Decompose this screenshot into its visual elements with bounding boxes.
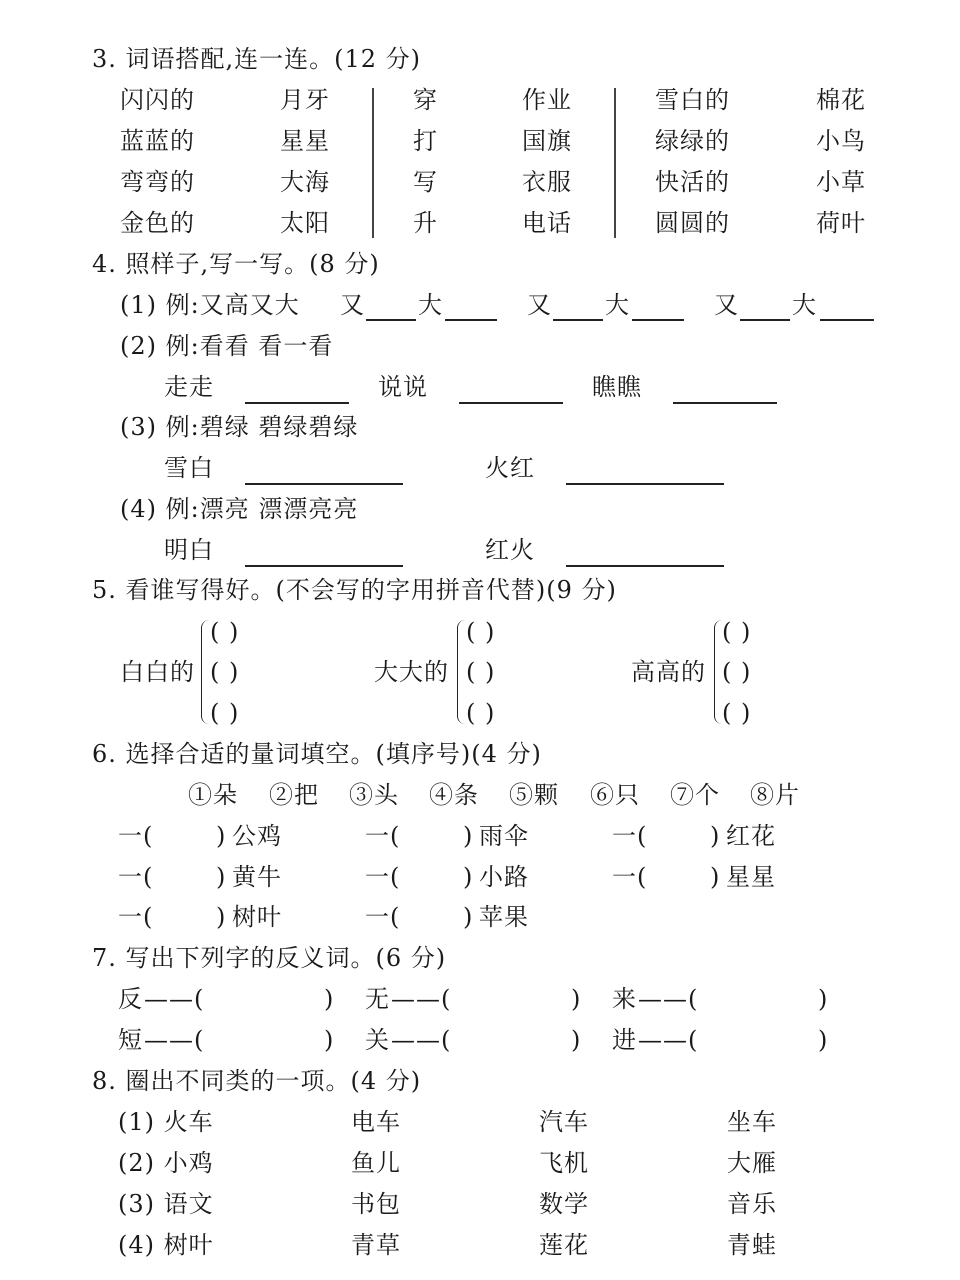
q4-p1-blank[interactable] xyxy=(553,319,603,321)
q6-option: ⑦个 xyxy=(670,781,720,809)
q7-close: ) xyxy=(571,985,582,1013)
q6-option: ⑧片 xyxy=(750,781,800,809)
q3-left-item[interactable]: 雪白的 xyxy=(655,86,730,114)
q7-char: 短 xyxy=(118,1026,143,1054)
q4-p1-char: 大 xyxy=(792,291,817,319)
q6-prefix: 一( xyxy=(118,822,154,850)
q6-prefix: 一( xyxy=(612,822,648,850)
q5-word: 高高的 xyxy=(631,658,706,686)
q7-dash: ——( xyxy=(391,985,452,1013)
q4-p1-label: (1) 例:又高又大 xyxy=(120,291,300,319)
q4-p4-word: 红火 xyxy=(485,536,535,564)
q5-paren[interactable]: ( ) xyxy=(210,658,240,686)
q5-paren[interactable]: ( ) xyxy=(466,699,496,727)
q6-prefix: 一( xyxy=(365,903,401,931)
q5-word: 大大的 xyxy=(374,658,449,686)
q3-left-item[interactable]: 写 xyxy=(413,168,438,196)
q7-char: 进 xyxy=(612,1026,637,1054)
q5-paren[interactable]: ( ) xyxy=(722,618,752,646)
q7-close: ) xyxy=(324,1026,335,1054)
q3-left-item[interactable]: 绿绿的 xyxy=(655,127,730,155)
q6-prefix: 一( xyxy=(118,903,154,931)
q8-item[interactable]: (3) 语文 xyxy=(118,1190,214,1218)
q6-noun: 红花 xyxy=(726,822,776,850)
q4-p1-char: 又 xyxy=(340,291,365,319)
q7-char: 无 xyxy=(365,985,390,1013)
q4-p3-word: 火红 xyxy=(485,454,535,482)
q4-p1-char: 又 xyxy=(714,291,739,319)
q7-dash: ——( xyxy=(391,1026,452,1054)
q5-paren[interactable]: ( ) xyxy=(210,618,240,646)
q8-item[interactable]: 汽车 xyxy=(539,1108,589,1136)
q3-right-item[interactable]: 小鸟 xyxy=(816,127,866,155)
q4-p2-blank[interactable] xyxy=(459,402,563,404)
q6-noun: 雨伞 xyxy=(479,822,529,850)
q7-dash: ——( xyxy=(638,1026,699,1054)
q8-item[interactable]: 青草 xyxy=(351,1231,401,1259)
q7-dash: ——( xyxy=(144,1026,205,1054)
q3-right-item[interactable]: 国旗 xyxy=(522,127,572,155)
q7-close: ) xyxy=(324,985,335,1013)
q3-right-item[interactable]: 棉花 xyxy=(816,86,866,114)
q4-p1-blank[interactable] xyxy=(740,319,790,321)
q3-right-item[interactable]: 星星 xyxy=(280,127,330,155)
q4-p2-word: 走走 xyxy=(164,373,214,401)
q4-p1-blank[interactable] xyxy=(820,319,874,321)
q8-item[interactable]: 数学 xyxy=(539,1190,589,1218)
q3-right-item[interactable]: 小草 xyxy=(816,168,866,196)
q6-option: ①朵 xyxy=(188,781,238,809)
q8-item[interactable]: (2) 小鸡 xyxy=(118,1149,214,1177)
q6-suffix: ) xyxy=(710,822,721,850)
q4-p1-blank[interactable] xyxy=(632,319,684,321)
q4-p2-word: 瞧瞧 xyxy=(592,373,642,401)
q8-item[interactable]: 坐车 xyxy=(727,1108,777,1136)
q6-prefix: 一( xyxy=(612,863,648,891)
q6-option: ⑥只 xyxy=(590,781,640,809)
q8-item[interactable]: (4) 树叶 xyxy=(118,1231,214,1259)
q6-suffix: ) xyxy=(710,863,721,891)
q4-p4-word: 明白 xyxy=(164,536,214,564)
q7-title: 7. 写出下列字的反义词。(6 分) xyxy=(92,944,447,972)
divider xyxy=(372,88,374,238)
q6-suffix: ) xyxy=(463,822,474,850)
q6-option: ②把 xyxy=(269,781,319,809)
q4-p1-blank[interactable] xyxy=(445,319,497,321)
q6-suffix: ) xyxy=(463,903,474,931)
q8-title: 8. 圈出不同类的一项。(4 分) xyxy=(92,1067,422,1095)
q6-suffix: ) xyxy=(463,863,474,891)
divider xyxy=(614,88,616,238)
q3-left-item[interactable]: 弯弯的 xyxy=(120,168,195,196)
q5-paren[interactable]: ( ) xyxy=(466,658,496,686)
q7-char: 来 xyxy=(612,985,637,1013)
q4-p2-blank[interactable] xyxy=(245,402,349,404)
q6-suffix: ) xyxy=(216,863,227,891)
q6-title: 6. 选择合适的量词填空。(填序号)(4 分) xyxy=(92,740,542,768)
q8-item[interactable]: 鱼儿 xyxy=(351,1149,401,1177)
q7-close: ) xyxy=(818,985,829,1013)
q7-dash: ——( xyxy=(638,985,699,1013)
q4-p3-word: 雪白 xyxy=(164,454,214,482)
q4-p1-char: 大 xyxy=(605,291,630,319)
q3-left-item[interactable]: 闪闪的 xyxy=(120,86,195,114)
q8-item[interactable]: 飞机 xyxy=(539,1149,589,1177)
q6-prefix: 一( xyxy=(365,822,401,850)
q5-paren[interactable]: ( ) xyxy=(210,699,240,727)
q6-prefix: 一( xyxy=(118,863,154,891)
q3-left-item[interactable]: 圆圆的 xyxy=(655,209,730,237)
q4-p1-char: 大 xyxy=(418,291,443,319)
q6-option: ④条 xyxy=(429,781,479,809)
q3-left-item[interactable]: 快活的 xyxy=(655,168,730,196)
q6-suffix: ) xyxy=(216,822,227,850)
q4-p3-blank[interactable] xyxy=(566,483,724,485)
q6-noun: 星星 xyxy=(726,863,776,891)
q6-suffix: ) xyxy=(216,903,227,931)
q3-right-item[interactable]: 电话 xyxy=(522,209,572,237)
q3-right-item[interactable]: 太阳 xyxy=(280,209,330,237)
q5-title: 5. 看谁写得好。(不会写的字用拼音代替)(9 分) xyxy=(92,576,617,604)
q7-char: 关 xyxy=(365,1026,390,1054)
q8-item[interactable]: 莲花 xyxy=(539,1231,589,1259)
q8-item[interactable]: 书包 xyxy=(351,1190,401,1218)
q3-left-item[interactable]: 打 xyxy=(413,127,438,155)
q4-title: 4. 照样子,写一写。(8 分) xyxy=(92,250,380,278)
q3-left-item[interactable]: 升 xyxy=(413,209,438,237)
q4-p4-blank[interactable] xyxy=(566,565,724,567)
q4-p3-blank[interactable] xyxy=(245,483,403,485)
q5-word: 白白的 xyxy=(120,658,195,686)
q4-p1-char: 又 xyxy=(527,291,552,319)
q6-prefix: 一( xyxy=(365,863,401,891)
q8-item[interactable]: 青蛙 xyxy=(727,1231,777,1259)
q3-right-item[interactable]: 作业 xyxy=(522,86,572,114)
q8-item[interactable]: 电车 xyxy=(351,1108,401,1136)
q4-p2-label: (2) 例:看看 看一看 xyxy=(120,332,334,360)
q5-paren[interactable]: ( ) xyxy=(722,658,752,686)
q4-p2-word: 说说 xyxy=(378,373,428,401)
q7-close: ) xyxy=(818,1026,829,1054)
q3-left-item[interactable]: 金色的 xyxy=(120,209,195,237)
q3-right-item[interactable]: 衣服 xyxy=(522,168,572,196)
q6-option: ③头 xyxy=(349,781,399,809)
q3-left-item[interactable]: 蓝蓝的 xyxy=(120,127,195,155)
q4-p2-blank[interactable] xyxy=(673,402,777,404)
q7-char: 反 xyxy=(118,985,143,1013)
q6-option: ⑤颗 xyxy=(509,781,559,809)
q3-right-item[interactable]: 月牙 xyxy=(280,86,330,114)
q8-item[interactable]: 音乐 xyxy=(727,1190,777,1218)
q7-dash: ——( xyxy=(144,985,205,1013)
q5-paren[interactable]: ( ) xyxy=(722,699,752,727)
q8-item[interactable]: 大雁 xyxy=(727,1149,777,1177)
q4-p4-blank[interactable] xyxy=(245,565,403,567)
q6-noun: 公鸡 xyxy=(232,822,282,850)
q3-title: 3. 词语搭配,连一连。(12 分) xyxy=(92,45,422,73)
q6-noun: 黄牛 xyxy=(232,863,282,891)
q6-noun: 树叶 xyxy=(232,903,282,931)
q3-left-item[interactable]: 穿 xyxy=(413,86,438,114)
q4-p1-blank[interactable] xyxy=(366,319,416,321)
q8-item[interactable]: (1) 火车 xyxy=(118,1108,214,1136)
q3-right-item[interactable]: 荷叶 xyxy=(816,209,866,237)
q4-p3-label: (3) 例:碧绿 碧绿碧绿 xyxy=(120,413,359,441)
q5-paren[interactable]: ( ) xyxy=(466,618,496,646)
q4-p4-label: (4) 例:漂亮 漂漂亮亮 xyxy=(120,495,359,523)
q6-noun: 小路 xyxy=(479,863,529,891)
q7-close: ) xyxy=(571,1026,582,1054)
q6-noun: 苹果 xyxy=(479,903,529,931)
q3-right-item[interactable]: 大海 xyxy=(280,168,330,196)
